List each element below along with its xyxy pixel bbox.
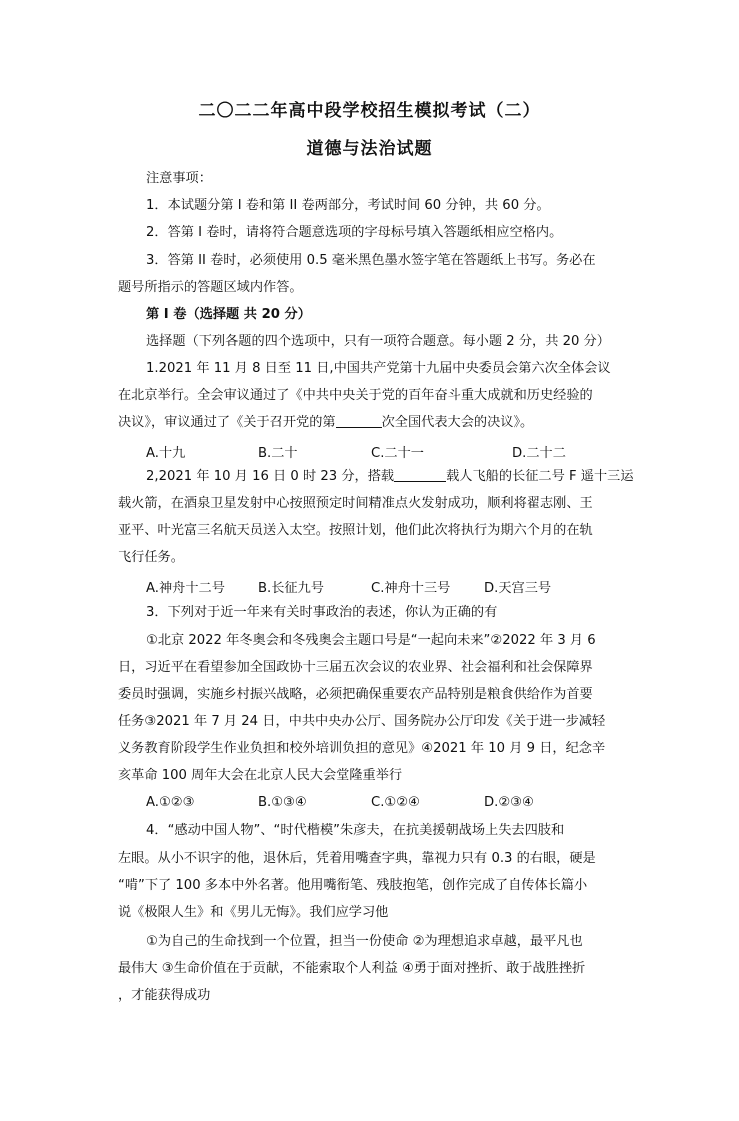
section-heading: 第 I 卷（选择题 共 20 分）: [146, 307, 311, 322]
q1-option-b: B.二十: [258, 446, 298, 461]
q3-text: 亥革命 100 周年大会在北京人民大会堂隆重举行: [118, 768, 403, 783]
q1-text: 次全国代表大会的决议》。: [381, 415, 534, 430]
q4-text: “啃”下了 100 多本中外名著。他用嘴衔笔、残肢抱笔，创作完成了自传体长篇小: [118, 878, 588, 893]
q3-option-c: C.①②④: [371, 795, 420, 810]
section-instruction: 选择题（下列各题的四个选项中，只有一项符合题意。每小题 2 分，共 20 分）: [146, 334, 610, 349]
notice-item: 3．答第 II 卷时，必须使用 0.5 毫米黑色墨水签字笔在答题纸上书写。务必在: [146, 253, 596, 268]
q2-text: 亚平、叶光富三名航天员送入太空。按照计划，他们此次将执行为期六个月的在轨: [118, 523, 593, 538]
q1-option-d: D.二十二: [512, 446, 566, 461]
q3-option-b: B.①③④: [258, 795, 307, 810]
q2-text: 载火箭，在酒泉卫星发射中心按照预定时间精准点火发射成功，顺利将翟志刚、王: [118, 496, 593, 511]
exam-subtitle: 道德与法治试题: [306, 139, 433, 159]
q2-option-b: B.长征九号: [258, 581, 324, 596]
q2-text-line: [146, 464, 666, 490]
q4-choice: ①为自己的生命找到一个位置，担当一份使命 ②为理想追求卓越，最平凡也: [146, 934, 583, 949]
q1-text-line: [118, 410, 638, 436]
notice-item: 1．本试题分第 I 卷和第 II 卷两部分，考试时间 60 分钟，共 60 分。: [146, 198, 550, 213]
notice-heading: 注意事项：: [146, 171, 212, 186]
q2-option-d: D.天宫三号: [484, 581, 552, 596]
notice-item: 2．答第 I 卷时，请将符合题意选项的字母标号填入答题纸相应空格内。: [146, 225, 563, 240]
q4-text: 4．“感动中国人物”、“时代楷模”朱彦夫，在抗美援朝战场上失去四肢和: [146, 823, 565, 838]
notice-item: 题号所指示的答题区域内作答。: [118, 280, 303, 295]
q3-text: 义务教育阶段学生作业负担和校外培训负担的意见》④2021 年 10 月 9 日，纪念辛: [118, 741, 606, 756]
q3-option-a: A.①②③: [146, 795, 195, 810]
q3-option-d: D.②③④: [484, 795, 534, 810]
answer-blank: [394, 467, 446, 482]
q2-option-c: C.神舟十三号: [371, 581, 451, 596]
q3-stem: 3．下列对于近一年来有关时事政治的表述，你认为正确的有: [146, 605, 498, 620]
q1-text: 在北京举行。全会审议通过了《中共中央关于党的百年奋斗重大成就和历史经验的: [118, 388, 593, 403]
q1-option-a: A.十九: [146, 446, 186, 461]
q3-text: ①北京 2022 年冬奥会和冬残奥会主题口号是“一起向未来”②2022 年 3 月 6: [146, 633, 596, 648]
q3-text: 日，习近平在看望参加全国政协十三届五次会议的农业界、社会福利和社会保障界: [118, 660, 593, 675]
q2-text: 载人飞船的长征二号 F 遥十三运: [446, 469, 634, 484]
q4-choice: ，才能获得成功: [118, 988, 211, 1003]
exam-title: 二〇二二年高中段学校招生模拟考试（二）: [198, 101, 541, 121]
answer-blank: [336, 413, 382, 428]
q2-option-a: A.神舟十二号: [146, 581, 225, 596]
q1-text: 1.2021 年 11 月 8 日至 11 日,中国共产党第十九届中央委员会第六次全体会议: [146, 361, 611, 376]
q1-text: 决议》，审议通过了《关于召开党的第: [118, 415, 336, 430]
q4-choice: 最伟大 ③生命价值在于贡献，不能索取个人利益 ④勇于面对挫折、敢于战胜挫折: [118, 961, 586, 976]
q3-text: 任务③2021 年 7 月 24 日，中共中央办公厅、国务院办公厅印发《关于进一步减轻: [118, 714, 606, 729]
q4-text: 说《极限人生》和《男儿无悔》。我们应学习他: [118, 905, 389, 920]
q3-text: 委员时强调，实施乡村振兴战略，必须把确保重要农产品特别是粮食供给作为首要: [118, 687, 593, 702]
q1-option-c: C.二十一: [371, 446, 424, 461]
q4-text: 左眼。从小不识字的他，退休后，凭着用嘴查字典，靠视力只有 0.3 的右眼，硬是: [118, 851, 596, 866]
q2-text: 飞行任务。: [118, 550, 184, 565]
q2-text: 2,2021 年 10 月 16 日 0 时 23 分，搭载: [146, 469, 395, 484]
